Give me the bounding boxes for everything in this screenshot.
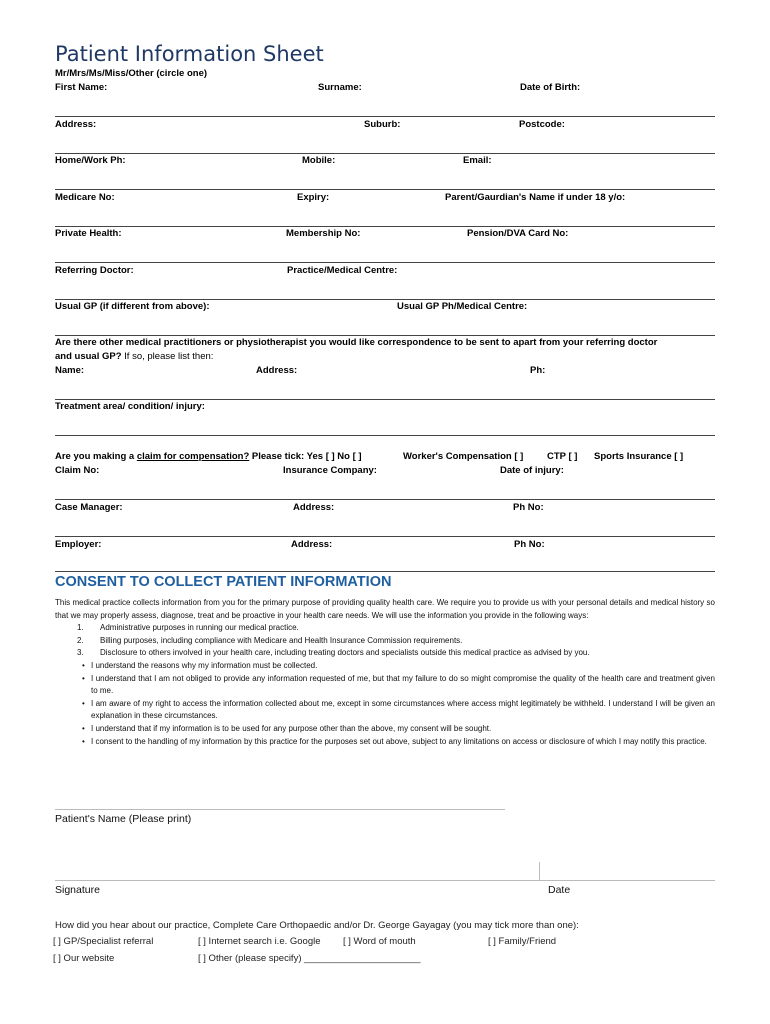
referring-doctor-line[interactable] bbox=[55, 299, 715, 300]
consent-statement: • I consent to the handling of my information by this practice for the purposes set out above, subject to any limitations on access or disclosure of which I may notify this practice. bbox=[82, 736, 707, 746]
other-address-label: Address: bbox=[256, 365, 298, 376]
consent-statement: • I am aware of my right to access the information collected about me, except in some circumstances where access might legitimately be withheld. I understand I will be given an explanation in these circumstances. bbox=[82, 698, 715, 721]
private-health-label: Private Health: bbox=[55, 228, 122, 239]
page-title: Patient Information Sheet bbox=[55, 42, 324, 66]
case-manager-line[interactable] bbox=[55, 536, 715, 537]
other-name-label: Name: bbox=[55, 365, 85, 376]
usual-gp-label: Usual GP (if different from above): bbox=[55, 301, 210, 312]
practice-centre-label: Practice/Medical Centre: bbox=[287, 265, 398, 276]
claim-question: Are you making a claim for compensation? Please tick: Yes [ ] No [ ] bbox=[55, 451, 362, 462]
referring-doctor-label: Referring Doctor: bbox=[55, 265, 134, 276]
patient-name-label: Patient's Name (Please print) bbox=[55, 813, 192, 825]
employer-ph-label: Ph No: bbox=[514, 539, 545, 550]
employer-address-label: Address: bbox=[291, 539, 333, 550]
dob-label: Date of Birth: bbox=[520, 82, 581, 93]
option-word-of-mouth[interactable]: [ ] Word of mouth bbox=[343, 936, 416, 947]
referral-source-question: How did you hear about our practice, Complete Care Orthopaedic and/or Dr. George Gayagay (you may tick more than one): bbox=[55, 920, 579, 931]
claim-line[interactable] bbox=[55, 499, 715, 500]
first-name-line[interactable] bbox=[55, 116, 715, 117]
use-item: 2. Billing purposes, including compliance with Medicare and Health Insurance Commission requirements. bbox=[77, 635, 463, 645]
mobile-label: Mobile: bbox=[302, 155, 336, 166]
suburb-label: Suburb: bbox=[364, 119, 401, 130]
ctp-checkbox[interactable]: CTP [ ] bbox=[547, 451, 578, 462]
consent-intro: This medical practice collects information from you for the primary purpose of providing quality health care. We require you to provide us with your personal details and medical history so that we may properly assess, diagnose, treat and be proactive in your health care needs. We will use the information you provide in the following ways: bbox=[55, 598, 715, 620]
home-work-ph-label: Home/Work Ph: bbox=[55, 155, 126, 166]
signature-divider bbox=[539, 862, 540, 880]
sports-insurance-checkbox[interactable]: Sports Insurance [ ] bbox=[594, 451, 684, 462]
other-practitioners-question-2: and usual GP? If so, please list then: bbox=[55, 351, 214, 362]
private-health-line[interactable] bbox=[55, 262, 715, 263]
expiry-label: Expiry: bbox=[297, 192, 330, 203]
first-name-label: First Name: bbox=[55, 82, 108, 93]
use-item: 1. Administrative purposes in running our medical practice. bbox=[77, 623, 299, 633]
employer-line[interactable] bbox=[55, 571, 715, 572]
insurance-company-label: Insurance Company: bbox=[283, 465, 377, 476]
email-label: Email: bbox=[463, 155, 492, 166]
option-our-website[interactable]: [ ] Our website bbox=[53, 953, 115, 964]
usual-gp-line[interactable] bbox=[55, 335, 715, 336]
use-item: 3. Disclosure to others involved in your health care, including treating doctors and specialists outside this medical practice as advised by you. bbox=[77, 648, 590, 658]
employer-label: Employer: bbox=[55, 539, 102, 550]
usual-gp-ph-label: Usual GP Ph/Medical Centre: bbox=[397, 301, 528, 312]
workers-comp-checkbox[interactable]: Worker's Compensation [ ] bbox=[403, 451, 524, 462]
consent-statement: • I understand the reasons why my information must be collected. bbox=[82, 660, 318, 670]
case-manager-address-label: Address: bbox=[293, 502, 335, 513]
phone-line[interactable] bbox=[55, 189, 715, 190]
address-label: Address: bbox=[55, 119, 97, 130]
signature-label: Signature bbox=[55, 884, 100, 896]
option-internet-search[interactable]: [ ] Internet search i.e. Google bbox=[198, 936, 321, 947]
medicare-label: Medicare No: bbox=[55, 192, 115, 203]
salutation-label: Mr/Mrs/Ms/Miss/Other (circle one) bbox=[55, 68, 208, 79]
medicare-line[interactable] bbox=[55, 226, 715, 227]
other-practitioners-line[interactable] bbox=[55, 399, 715, 400]
parent-name-label: Parent/Gaurdian's Name if under 18 y/o: bbox=[445, 192, 626, 203]
patient-name-line[interactable] bbox=[55, 809, 505, 810]
case-manager-label: Case Manager: bbox=[55, 502, 123, 513]
membership-label: Membership No: bbox=[286, 228, 361, 239]
treatment-area-label: Treatment area/ condition/ injury: bbox=[55, 401, 205, 412]
option-other[interactable]: [ ] Other (please specify) ______________________ bbox=[198, 953, 421, 964]
consent-heading: CONSENT TO COLLECT PATIENT INFORMATION bbox=[55, 574, 392, 590]
pension-dva-label: Pension/DVA Card No: bbox=[467, 228, 569, 239]
other-practitioners-question: Are there other medical practitioners or physiotherapist you would like correspondence to be sent to apart from your referring doctor bbox=[55, 337, 658, 348]
option-family-friend[interactable]: [ ] Family/Friend bbox=[488, 936, 557, 947]
consent-statement: • I understand that I am not obliged to provide any information requested of me, but that my failure to do so might compromise the quality of the health care and treatment given to me. bbox=[82, 673, 715, 696]
signature-line[interactable] bbox=[55, 880, 715, 881]
treatment-area-line[interactable] bbox=[55, 435, 715, 436]
date-of-injury-label: Date of injury: bbox=[500, 465, 564, 476]
postcode-label: Postcode: bbox=[519, 119, 565, 130]
surname-label: Surname: bbox=[318, 82, 362, 93]
option-gp-referral[interactable]: [ ] GP/Specialist referral bbox=[53, 936, 154, 947]
address-line[interactable] bbox=[55, 153, 715, 154]
date-label: Date bbox=[548, 884, 571, 896]
other-ph-label: Ph: bbox=[530, 365, 546, 376]
consent-statement: • I understand that if my information is to be used for any purpose other than the above, my consent will be sought. bbox=[82, 723, 492, 733]
consent-body bbox=[55, 597, 715, 748]
claim-no-label: Claim No: bbox=[55, 465, 100, 476]
case-manager-ph-label: Ph No: bbox=[513, 502, 544, 513]
